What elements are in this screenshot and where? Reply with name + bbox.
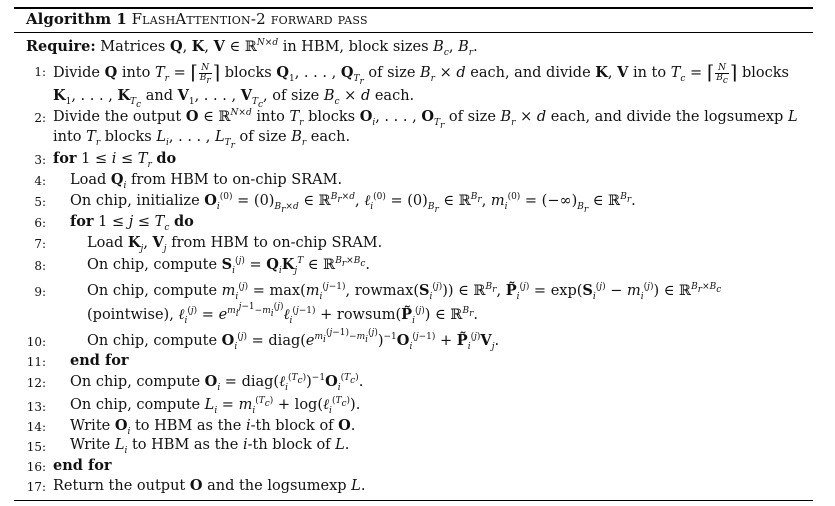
title-rule bbox=[14, 32, 813, 33]
line-number: 14: bbox=[26, 420, 46, 434]
algorithm-line-8: 8: On chip, compute $S_i^{(j)} = Q_iK_j^T$ ∈ ℝ$^{B_r\times B_c}$. bbox=[0, 256, 835, 278]
algorithm-title bbox=[26, 10, 368, 28]
algorithm-line-12: 12: On chip, compute $O_i$ = $diag(\ell_i^{(T_c)})^{-1}O_i^{(T_c)}$. bbox=[0, 373, 835, 395]
line-number: 9: bbox=[34, 285, 46, 299]
algorithm-name: FlashAttention-2 forward pass bbox=[131, 10, 368, 28]
line-number: 5: bbox=[34, 195, 46, 209]
line-number: 11: bbox=[26, 355, 46, 369]
algorithm-line-1-cont: $K_1$, . . . , $K_{T_c}$ and $V_1$, . . . , $V_{T_c}$, of size $B_c \times d$ each. bbox=[53, 87, 415, 110]
line-number: 7: bbox=[34, 237, 46, 251]
require-keyword: Require: bbox=[26, 38, 96, 55]
line-number: 8: bbox=[34, 259, 46, 273]
line-number: 17: bbox=[26, 480, 46, 494]
algorithm-line-4: 4: Load $Q_i$ from HBM to on-chip SRAM. bbox=[0, 171, 835, 193]
line-number: 10: bbox=[26, 335, 46, 349]
line-number: 3: bbox=[34, 153, 46, 167]
algorithm-line-2: 2: Divide the output O ∈ ℝ$^{N\times d}$ into $T_r$ blocks $O_i$, . . . , $O_{T_r}$ of size $B_r \times d$ each, and divide the logsumexp L bbox=[0, 108, 835, 130]
line-number: 6: bbox=[34, 216, 46, 230]
line-number: 12: bbox=[26, 376, 46, 390]
line-number: 13: bbox=[26, 400, 46, 414]
algorithm-line-15: 15: Write $L_i$ to HBM as the i-th block of L. bbox=[0, 437, 835, 459]
line-number: 16: bbox=[26, 460, 46, 474]
require-line: Require: Matrices Q, K, V ∈ ℝ$^{N\times d}$ in HBM, block sizes $B_c$, $B_r$. bbox=[26, 38, 478, 58]
bottom-rule bbox=[14, 500, 813, 501]
algorithm-line-13: 13: On chip, compute $L_i = m_i^{(T_c)}$ + log(ℓ$_i^{(T_c)}$). bbox=[0, 397, 835, 419]
algorithm-line-11 bbox=[0, 352, 835, 374]
line-number: 4: bbox=[34, 174, 46, 188]
algorithm-line-6: 6: for $1 \le j \le T_c$ do bbox=[0, 213, 835, 235]
algorithm-line-10: 10: On chip, compute $O_i^{(j)}$ = $diag(e^{m_i^{(j-1)}-m_i^{(j)}})^{-1}O_i^{(j-1)}$ + $P̃_i^{(j)}V_j$. bbox=[0, 332, 835, 354]
algorithm-line-2-cont: into $T_r$ blocks $L_i$, . . . , $L_{T_r}$ of size $B_r$ each. bbox=[53, 129, 351, 151]
end-for-inner: end for bbox=[70, 352, 129, 369]
algorithm-line-7: 7: Load $K_j$, $V_j$ from HBM to on-chip SRAM. bbox=[0, 234, 835, 256]
line-number: 15: bbox=[26, 440, 46, 454]
algorithm-line-9-cont: (pointwise), ℓ$_i^{(j)}$ = $e^{m_i^{j-1}-m_i^{(j)}}\ell_i^{(j-1)}$ + $rowsum(P̃_i^{(j)})$ ∈ ℝ$^{B_r}$. bbox=[87, 302, 478, 326]
algorithm-line-9: 9: On chip, compute $m_i^{(j)} = \max(m_i^{(j-1)}$, $rowmax(S_i^{(j)})$) ∈ ℝ$^{B_r}$, $P̃_i^{(j)} = \exp(S_i^{(j)} - m_i^{(j)})$ ∈ ℝ$^{B_r\times B_c}$ bbox=[0, 282, 835, 304]
top-rule bbox=[14, 7, 813, 9]
algorithm-line-16 bbox=[0, 457, 835, 479]
algorithm-line-5: 5: On chip, initialize $O_i^{(0)} = (0)_{B_r\times d}$ ∈ ℝ$^{B_r\times d}$, ℓ$_i^{(0)}$ = $(0)_{B_r}$ ∈ ℝ$^{B_r}$, $m_i^{(0)} = (-\infty)_{B_r}$ ∈ ℝ$^{B_r}$. bbox=[0, 192, 835, 214]
algorithm-line-14: 14: Write $O_i$ to HBM as the i-th block of O. bbox=[0, 417, 835, 439]
algorithm-line-3: 3: for $1 \le i \le T_r$ do bbox=[0, 150, 835, 172]
algorithm-label: Algorithm 1 bbox=[26, 10, 127, 28]
algorithm-line-1: 1: Divide Q into $T_r$ = ⌈ $\frac{N}{B_r}$ ⌉ blocks $Q_1$, . . . , $Q_{T_r}$ of size $B_r \times d$ each, and divide K, V in to $T_c$ = ⌈ $\frac{N}{B_c}$ ⌉ blocks bbox=[0, 62, 835, 84]
line-number: 2: bbox=[34, 111, 46, 125]
line-number: 1: bbox=[34, 65, 46, 79]
end-for-outer: end for bbox=[53, 457, 112, 474]
algorithm-line-17: 17: Return the output O and the logsumexp L. bbox=[0, 477, 835, 499]
